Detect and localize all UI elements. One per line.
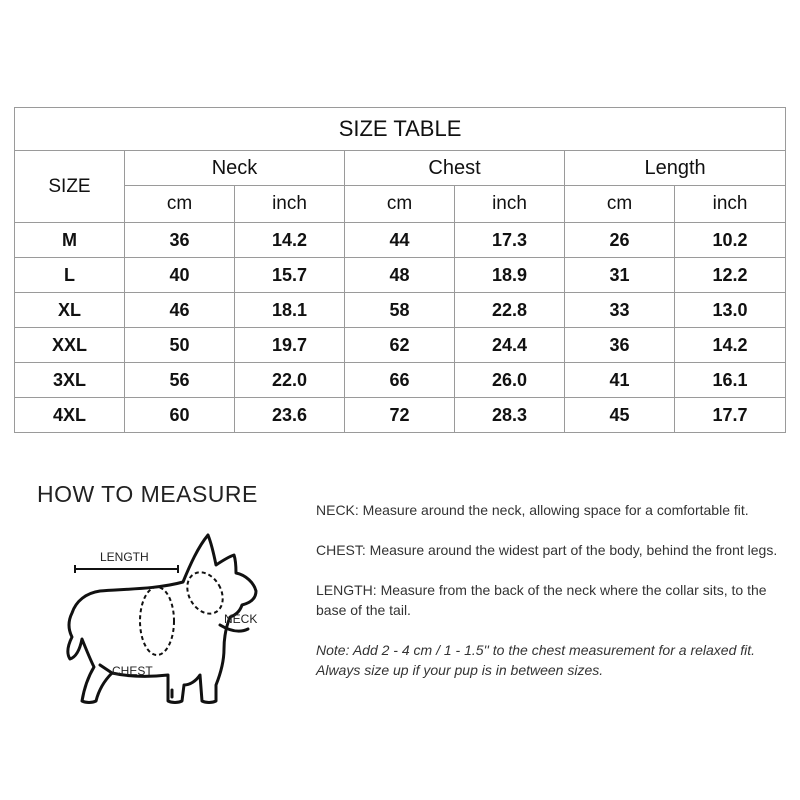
measurement-cell: 18.1 (235, 293, 345, 328)
table-row (15, 223, 786, 258)
measurement-cell: 40 (125, 258, 235, 293)
measurement-cell: 56 (125, 363, 235, 398)
size-column-header: SIZE (15, 151, 125, 223)
size-cell: 4XL (15, 398, 125, 433)
measurement-cell: 23.6 (235, 398, 345, 433)
size-cell: 3XL (15, 363, 125, 398)
measurement-cell: 26 (565, 223, 675, 258)
measurement-cell: 26.0 (455, 363, 565, 398)
length-instruction: LENGTH: Measure from the back of the neck where the collar sits, to the base of the tail. (316, 582, 767, 618)
unit-header: cm (565, 186, 675, 223)
measurement-cell: 16.1 (675, 363, 786, 398)
measurement-cell: 48 (345, 258, 455, 293)
table-row (15, 398, 786, 433)
unit-header: inch (675, 186, 786, 223)
measure-instructions (316, 500, 792, 680)
measurement-cell: 17.7 (675, 398, 786, 433)
measurement-cell: 17.3 (455, 223, 565, 258)
measurement-cell: 14.2 (235, 223, 345, 258)
size-cell: M (15, 223, 125, 258)
table-row (15, 258, 786, 293)
sizing-note: Note: Add 2 - 4 cm / 1 - 1.5'' to the chest measurement for a relaxed fit. Always size up if your pup is in between sizes. (316, 642, 756, 678)
measurement-cell: 28.3 (455, 398, 565, 433)
size-cell: L (15, 258, 125, 293)
length-label: LENGTH (100, 550, 149, 564)
measurement-cell: 60 (125, 398, 235, 433)
unit-header: inch (235, 186, 345, 223)
measurement-cell: 50 (125, 328, 235, 363)
neck-group-header: Neck (125, 151, 345, 186)
measurement-cell: 14.2 (675, 328, 786, 363)
measurement-cell: 18.9 (455, 258, 565, 293)
table-body (15, 223, 786, 433)
measurement-cell: 36 (565, 328, 675, 363)
measurement-cell: 66 (345, 363, 455, 398)
measurement-cell: 24.4 (455, 328, 565, 363)
measurement-cell: 44 (345, 223, 455, 258)
unit-header: cm (345, 186, 455, 223)
neck-label: NECK (224, 612, 258, 626)
table-row (15, 363, 786, 398)
measurement-cell: 62 (345, 328, 455, 363)
measurement-cell: 15.7 (235, 258, 345, 293)
size-cell: XXL (15, 328, 125, 363)
size-table (14, 107, 786, 433)
measurement-cell: 58 (345, 293, 455, 328)
chest-group-header: Chest (345, 151, 565, 186)
measurement-cell: 46 (125, 293, 235, 328)
chest-instruction: CHEST: Measure around the widest part of the body, behind the front legs. (316, 542, 778, 558)
table-title: SIZE TABLE (15, 108, 786, 151)
table-row (15, 293, 786, 328)
measurement-cell: 72 (345, 398, 455, 433)
measurement-cell: 13.0 (675, 293, 786, 328)
measurement-cell: 31 (565, 258, 675, 293)
measurement-cell: 45 (565, 398, 675, 433)
neck-instruction: NECK: Measure around the neck, allowing space for a comfortable fit. (316, 502, 749, 518)
unit-header: cm (125, 186, 235, 223)
chest-measure-loop (140, 587, 174, 655)
size-cell: XL (15, 293, 125, 328)
chest-label: CHEST (112, 664, 153, 678)
measurement-cell: 33 (565, 293, 675, 328)
measurement-cell: 22.0 (235, 363, 345, 398)
measurement-cell: 36 (125, 223, 235, 258)
measurement-cell: 12.2 (675, 258, 786, 293)
unit-header: inch (455, 186, 565, 223)
table-row (15, 328, 786, 363)
measurement-cell: 41 (565, 363, 675, 398)
length-group-header: Length (565, 151, 786, 186)
how-to-measure-title: HOW TO MEASURE (37, 481, 258, 507)
measurement-cell: 19.7 (235, 328, 345, 363)
measurement-cell: 10.2 (675, 223, 786, 258)
measurement-cell: 22.8 (455, 293, 565, 328)
dog-measure-diagram (40, 525, 280, 715)
